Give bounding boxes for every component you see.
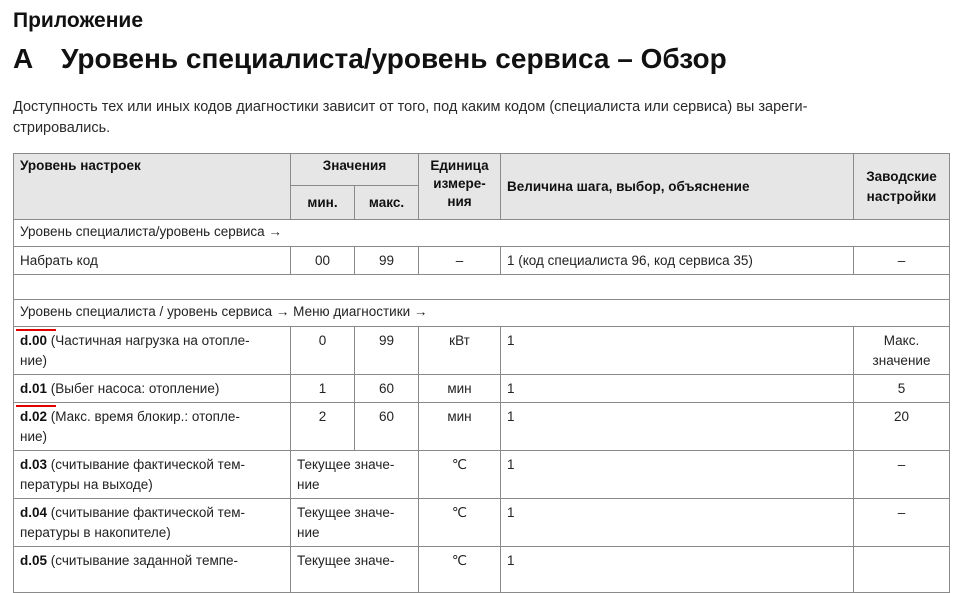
row-desc-line-2: ние) [20,429,47,444]
header-factory [854,154,950,220]
row-unit: мин [419,403,501,451]
row-value [291,499,419,547]
row-unit: ℃ [419,451,501,499]
diagnostic-code: d.05 [20,553,48,568]
row-factory-line-2: значение [872,353,931,368]
table-row [14,327,950,375]
row-value [291,451,419,499]
row-factory: 5 [854,375,950,403]
table-row [14,451,950,499]
row-min: 2 [291,403,355,451]
diagnostic-code: d.00 [20,333,48,348]
intro-line-2: стрировались. [13,120,111,136]
table-row [14,375,950,403]
settings-table [13,153,950,593]
row-unit: кВт [419,327,501,375]
row-min: 0 [291,327,355,375]
header-level [14,154,291,220]
header-unit-line-1: Единица [430,158,489,173]
row-desc [14,375,291,403]
section-row-2 [14,300,950,327]
row-desc [14,499,291,547]
row-value-line-2: ние [297,477,320,492]
header-max [355,186,419,220]
row-desc [14,451,291,499]
blank-row [14,275,950,300]
table-row [14,403,950,451]
section-letter: A [13,43,34,74]
header-values-label: Значения [322,158,387,173]
row-desc-line-2: пературы на выходе) [20,477,153,492]
row-desc [14,547,291,593]
header-min-label: мин. [307,195,338,210]
header-step [501,154,854,220]
row-step: 1 [501,547,854,593]
header-max-label: макс. [368,195,405,210]
row-step: 1 [501,499,854,547]
row-code-unit: – [419,247,501,275]
section-row-1-label: Уровень специалиста/уровень сервиса → [20,224,282,239]
row-desc-line-1: (считывание фактической тем- [50,457,245,472]
row-value-line-1: Текущее значе- [297,457,395,472]
row-code-min: 00 [291,247,355,275]
diagnostic-code: d.01 [20,381,48,396]
row-desc-line-1: (Частичная нагрузка на отопле- [50,333,250,348]
row-unit: ℃ [419,499,501,547]
row-max: 60 [355,375,419,403]
row-factory: – [854,451,950,499]
row-unit: мин [419,375,501,403]
section-title: Уровень специалиста/уровень сервиса – Обзор [61,43,727,74]
row-desc-line-2: пературы в накопителе) [20,525,171,540]
header-unit-line-2: измере- [433,176,486,191]
row-code-factory: – [854,247,950,275]
header-step-label: Величина шага, выбор, объяснение [507,179,750,194]
row-desc-line-1: (Выбег насоса: отопление) [50,381,220,396]
section-heading [13,43,727,75]
row-step: 1 [501,403,854,451]
table-row [14,499,950,547]
header-factory-line-1: Заводские [866,168,937,184]
row-value-line-1: Текущее значе- [297,553,395,568]
row-desc-line-2: ние) [20,353,47,368]
intro-paragraph [13,97,943,139]
section-row-1 [14,220,950,247]
table-row [14,547,950,593]
appendix-title: Приложение [13,9,144,32]
row-step: 1 [501,327,854,375]
row-factory-line-1: Макс. [883,333,920,348]
row-unit: ℃ [419,547,501,593]
row-max: 99 [355,327,419,375]
row-desc [14,403,291,451]
row-factory: – [854,499,950,547]
row-factory [854,547,950,593]
row-step: 1 [501,375,854,403]
row-code-max: 99 [355,247,419,275]
row-step: 1 [501,451,854,499]
red-underline-mark [16,405,56,407]
row-factory [854,327,950,375]
section-row-2-label: Уровень специалиста / уровень сервиса → Меню диагностики → [20,304,428,319]
row-desc-line-1: (считывание заданной темпе- [50,553,239,568]
row-desc [14,327,291,375]
intro-line-1: Доступность тех или иных кодов диагностики зависит от того, под каким кодом (специалиста или сервиса) вы зареги- [13,99,808,115]
row-desc-line-1: (Макс. время блокир.: отопле- [50,409,240,424]
row-value-line-1: Текущее значе- [297,505,395,520]
row-max: 60 [355,403,419,451]
row-min: 1 [291,375,355,403]
diagnostic-code: d.03 [20,457,48,472]
row-desc-line-1: (считывание фактической тем- [50,505,245,520]
row-value [291,547,419,593]
diagnostic-code: d.04 [20,505,48,520]
header-unit-line-3: ния [447,194,472,209]
row-code-step: 1 (код специалиста 96, код сервиса 35) [501,247,854,275]
header-level-label: Уровень настроек [20,158,141,173]
red-underline-mark [16,329,56,331]
row-value-line-2: ние [297,525,320,540]
row-factory: 20 [854,403,950,451]
header-unit [419,154,501,220]
row-code-name: Набрать код [14,247,291,275]
header-min [291,186,355,220]
header-factory-line-2: настройки [866,188,937,204]
diagnostic-code: d.02 [20,409,48,424]
header-values [291,154,419,186]
